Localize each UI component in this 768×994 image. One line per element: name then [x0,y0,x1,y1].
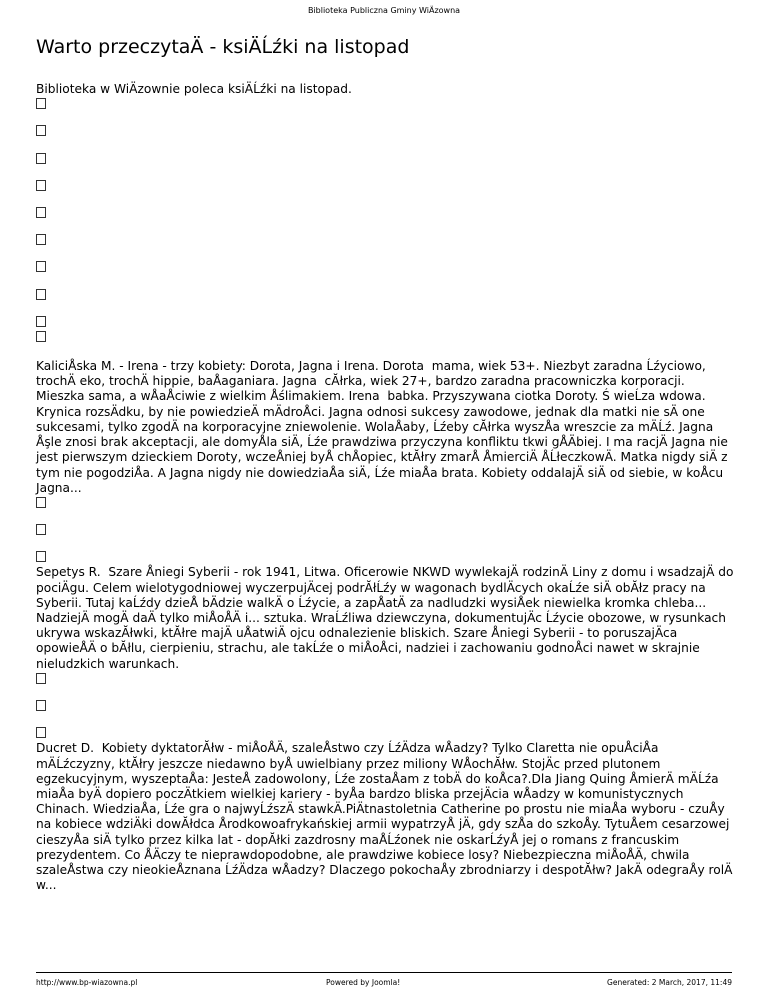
footer-divider [36,972,732,973]
empty-line [36,672,736,687]
box-glyph-icon [36,331,46,342]
book-entry-kalicinska: KaliciÅska M. - Irena - trzy kobiety: Dorota, Jagna i Irena. Dorota mama, wiek 53+. Niezbyt zaradna Ĺźyciowo, trochÄ eko, trochÄ hippie, baÅaganiara. Jagna cĂłrka, wiek 27+, bardzo zaradna pracowniczka korporacji. Mieszka sama, a wÅaÅciwie z wielkim Åślimakiem. Irena babka. Przyszywana ciotka Doroty. Ś wieĹza wdowa. Krynica rozsÄdku, by nie powiedzieÄ mÄdroÅci. Jagna odnosi sukcesy zawodowe, jednak dla matki nie sÄ one sukcesami, tylko zgodÄ na korporacyjne zniewolenie. WolaÅaby, Ĺźeby cĂłrka wyszÅa wreszcie za mÄĹź. Jagna Åşle znosi brak akceptacji, ale domyÅla siÄ, Ĺźe prawdziwa przyczyna konfliktu tkwi gÅÄbiej. I ma racjÄ Jagna nie jest pierwszym dzieckiem Doroty, wczeÅniej byÅ chÅopiec, ktĂłry zmarÅ ÅmierciÄ ÅĹłeczkowÄ. Matka nigdy siÄ z tym nie pogodziÅa. A Jagna nigdy nie dowiedziaÅa siÄ, Ĺźe miaÅa brata. Kobiety oddalajÄ siÄ od siebie, w koÅcu Jagna... [36,359,732,495]
book-entry-ducret: Ducret D. Kobiety dyktatorĂłw - miÅoÅÄ, szaleÅstwo czy ĹźÄdza wÅadzy? Tylko Claretta nie opuÅciÅa mÄĹźczyzny, ktĂłry jeszcze niedawno byÅ uwielbiany przez miliony WÅochĂłw. StojÄc przed plutonem egzekucyjnym, wyszeptaÅa: JesteÅ zadowolony, Ĺźe zostaÅam z tobÄ do koÅca?.Dla Jiang Quing ÅmierÄ mÄĹźa miaÅa byÄ dopiero poczÄtkiem wielkiej kariery - byÅa bardzo bliska przejÄcia wÅadzy w komunistycznych Chinach. WiedziaÅa, Ĺźe gra o najwyĹźszÄ stawkÄ.PiÄtnastoletnia Catherine po prostu nie miaÅa wyboru - czuÅy na kobiece wdziÄki dowĂłdca Årodkowoafrykańskiej armii wypatrzyÅ jÄ, gdy szÅa do szkoÅy. TytuÅem cesarzowej cieszyÅa siÄ tylko przez kilka lat - dopĂłki zazdrosny maÅĹźonek nie oskarĹźyÅ jej o romans z francuskim prezydentem. Co ÅÄczy te nieprawdopodobne, ale prawdziwe kobiece losy? Niebezpieczna miÅoÅÄ, chwila szaleÅstwa czy nieokieÅznana ĹźÄdza wÅadzy? Dlaczego pokochaÅy zbrodniarzy i despotĂłw? JakÄ odegraÅy rolÄ w... [36,741,737,893]
box-glyph-icon [36,180,46,191]
box-glyph-icon [36,98,46,109]
page-title: Warto przeczytaÄ - ksiÄĹźki na listopad [36,36,410,58]
empty-line [36,179,736,194]
box-glyph-icon [36,551,46,562]
footer-url: http://www.bp-wiazowna.pl [36,978,138,987]
empty-line [36,233,736,248]
page-footer [36,978,732,990]
empty-line [36,124,736,139]
book-entry-sepetys: Sepetys R. Szare Åniegi Syberii - rok 1941, Litwa. Oficerowie NKWD wywlekajÄ rodzinÄ Liny z domu i wsadzajÄ do pociÄgu. Celem wielotygodniowej wyczerpujÄcej podrĂłĹźy w wagonach bydlÄcych okaĹźe siÄ obĂłz pracy na Syberii. Tutaj kaĹźdy dzieÅ bÄdzie walkÄ o Ĺźycie, a zapÅatÄ za nadludzki wysiÅek niewielka kromka chleba... NadziejÄ mogÄ daÄ tylko miÅoÅÄ i... sztuka. WraĹźliwa dziewczyna, dokumentujÄc Ĺźycie obozowe, w rysunkach ukrywa wskazĂłwki, ktĂłre majÄ uÅatwiÄ ojcu odnalezienie bliskich. Szare Åniegi Syberii - to poruszajÄca opowieÅÄ o bĂłlu, cierpieniu, strachu, ale takĹźe o miÅoÅci, nadziei i zachowaniu godnoÅci nawet w skrajnie nieludzkich warunkach. [36,565,738,671]
box-glyph-icon [36,524,46,535]
box-glyph-icon [36,261,46,272]
empty-line [36,550,736,565]
intro-text: Biblioteka w WiÄzownie poleca ksiÄĹźki na listopad. [36,82,352,96]
box-glyph-icon [36,153,46,164]
empty-line [36,315,736,330]
footer-powered-by: Powered by Joomla! [326,978,401,987]
empty-lines-block [36,97,736,345]
box-glyph-icon [36,234,46,245]
article-body [36,82,736,893]
empty-line [36,97,736,112]
empty-line [36,152,736,167]
empty-line [36,260,736,275]
box-glyph-icon [36,207,46,218]
box-glyph-icon [36,727,46,738]
box-glyph-icon [36,497,46,508]
box-glyph-icon [36,125,46,136]
empty-line [36,330,736,345]
empty-line [36,523,736,538]
footer-generated: Generated: 2 March, 2017, 11:49 [607,978,732,987]
box-glyph-icon [36,700,46,711]
box-glyph-icon [36,316,46,327]
site-header: Biblioteka Publiczna Gminy WiÄzowna [307,6,461,15]
box-glyph-icon [36,289,46,300]
empty-line [36,206,736,221]
empty-line [36,496,736,511]
empty-line [36,699,736,714]
empty-line [36,288,736,303]
empty-line [36,726,736,741]
box-glyph-icon [36,673,46,684]
